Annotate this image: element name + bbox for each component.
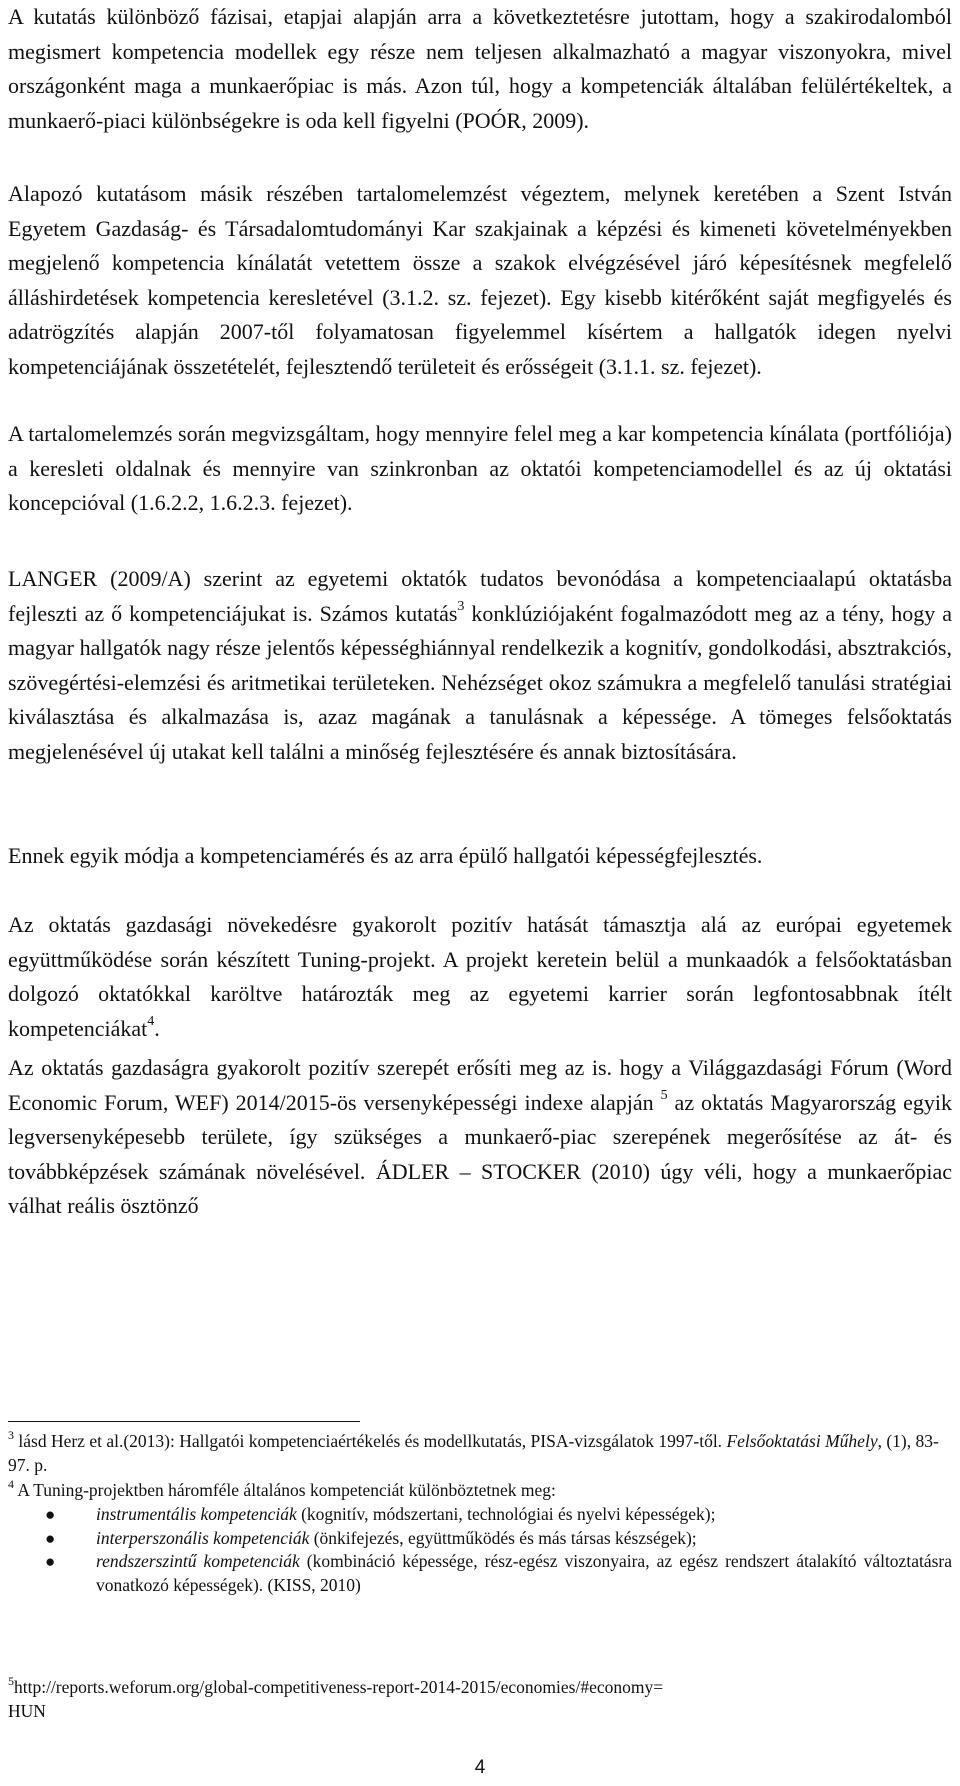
footnote-3-text-end: , (1), 83-97. p. [8, 1431, 939, 1475]
paragraph-4-text-a: LANGER (2009/A) szerint az egyetemi oktatók tudatos bevonódása a kompetenciaalapú oktatásba fejleszti az ő kompetenciájukat is. Számos kutatás [8, 566, 952, 626]
list-item-term: interperszonális kompetenciák [96, 1527, 310, 1548]
list-item-desc: (kognitív, módszertani, technológiai és nyelvi képességek); [296, 1504, 716, 1524]
footnote-3-mark: 3 [8, 1428, 14, 1443]
paragraph-5-text: Ennek egyik módja a kompetenciamérés és az arra épülő hallgatói képességfejlesztés. [8, 843, 763, 868]
paragraph-1 [8, 0, 952, 138]
footnote-5-mark: 5 [8, 1674, 14, 1689]
footnote-5-url: http://reports.weforum.org/global-competitiveness-report-2014-2015/economies/#economy=HUN [8, 1677, 664, 1721]
list-item-term: rendszerszintű kompetenciák [96, 1551, 300, 1571]
bullet-icon: ● [45, 1505, 56, 1524]
footnote-5 [8, 1676, 668, 1723]
bullet-icon: ● [45, 1528, 56, 1548]
paragraph-7-text-b: az oktatás Magyarország egyik legversenyképesebb területe, így szükséges a munkaerő-piac szerepének megerősítése az át- és továbbképzések számának növelésével. ÁDLER – STOCKER (2010) úgy véli, hogy a munkaerőpiac válhat reális ösztönző [8, 1089, 953, 1218]
footnote-4-text: A Tuning-projektben háromféle általános kompetenciát különböztetnek meg: [14, 1480, 556, 1500]
paragraph-6-text-a: Az oktatás gazdasági növekedésre gyakorolt pozitív hatását támasztja alá az európai egyetemek együttműködése során készített Tuning-projekt. A projekt keretein belül a munkaadók a felsőoktatásban dolgozó oktatókkal karöltve határozták meg az egyetemi karrier során legfontosabbnak ítélt kompetenciákat [8, 912, 952, 1041]
paragraph-7 [8, 1051, 952, 1224]
footnote-4-mark: 4 [8, 1477, 14, 1492]
paragraph-3-text: A tartalomelemzés során megvizsgáltam, hogy mennyire felel meg a kar kompetencia kínálata (portfóliója) a keresleti oldalnak és mennyire van szinkronban az oktatói kompetenciamodellel és az új oktatási koncepcióval (1.6.2.2, 1.6.2.3. fejezet). [8, 421, 952, 515]
list-item-desc: (kombináció képessége, rész-egész viszonyaira, az egész rendszert átalakító változtatásra vonatkozó képességek). (KISS, 2010) [96, 1551, 952, 1595]
footnote-3-text: lásd Herz et al.(2013): Hallgatói kompetenciaértékelés és modellkutatás, PISA-vizsgálatok 1997-től. [14, 1431, 727, 1451]
paragraph-2-text: Alapozó kutatásom másik részében tartalomelemzést végeztem, melynek keretében a Szent István Egyetem Gazdaság- és Társadalomtudományi Kar szakjainak a képzési és kimeneti követelményekben megjelenő kompetencia kínálatát vetettem össze a szakok elvégzésével járó képesítésnek megfelelő álláshirdetések kompetencia keresletével (3.1.2. sz. fejezet). Egy kisebb kitérőként saját megfigyelés és adatrögzítés alapján 2007-től folyamatosan figyelemmel kísértem a hallgatók idegen nyelvi kompetenciájának összetételét, fejlesztendő területeit és erősségeit (3.1.1. sz. fejezet). [8, 181, 952, 379]
list-item [8, 1527, 952, 1551]
bullet-icon: ● [45, 1552, 56, 1571]
footnote-3-journal: Felsőoktatási Műhely [726, 1431, 878, 1451]
paragraph-6-text-b: . [154, 1015, 160, 1041]
paragraph-3 [8, 417, 952, 521]
footnote-4-list [8, 1503, 952, 1597]
paragraph-4-text-b: konklúziójaként fogalmazódott meg az a tény, hogy a magyar hallgatók nagy része jelentős képességhiánnyal rendelkezik a kognitív, gondolkodási, absztrakciós, szövegértési-elemzési és aritmetikai területeken. Nehézséget okoz számukra a megfelelő tanulási stratégiai kiválasztása és alkalmazása is, azaz magának a tanulásnak a képessége. A tömeges felsőoktatás megjelenésével új utakat kell találni a minőség fejlesztésére és annak biztosítására. [8, 600, 952, 764]
paragraph-2 [8, 177, 952, 384]
list-item [8, 1550, 952, 1597]
list-item-desc: (önkifejezés, együttműködés és más társas készségek); [309, 1527, 697, 1548]
footnote-separator [8, 1421, 360, 1422]
footnote-4 [8, 1479, 952, 1503]
paragraph-4 [8, 562, 952, 769]
footnote-ref-4: 4 [147, 1014, 155, 1030]
paragraph-6 [8, 908, 952, 1046]
paragraph-1-text: A kutatás különböző fázisai, etapjai alapján arra a következtetésre jutottam, hogy a szakirodalomból megismert kompetencia modellek egy része nem teljesen alkalmazható a magyar viszonyokra, mivel országonként maga a munkaerőpiac is más. Azon túl, hogy a kompetenciák általában felülértékeltek, a munkaerő-piaci különbségekre is oda kell figyelni (POÓR, 2009). [8, 4, 952, 133]
footnote-ref-5: 5 [660, 1088, 668, 1104]
page-number: 4 [474, 1757, 486, 1778]
list-item-term: instrumentális kompetenciák [96, 1504, 297, 1524]
footnote-ref-3: 3 [457, 599, 465, 615]
paragraph-5 [8, 839, 952, 874]
paragraph-7-text-a: Az oktatás gazdaságra gyakorolt pozitív szerepét erősíti meg az is. hogy a Világgazdasági Fórum (Word Economic Forum, WEF) 2014/2015-ös versenyképességi indexe alapján [8, 1055, 952, 1115]
list-item [8, 1503, 952, 1527]
footnote-3 [8, 1430, 952, 1477]
